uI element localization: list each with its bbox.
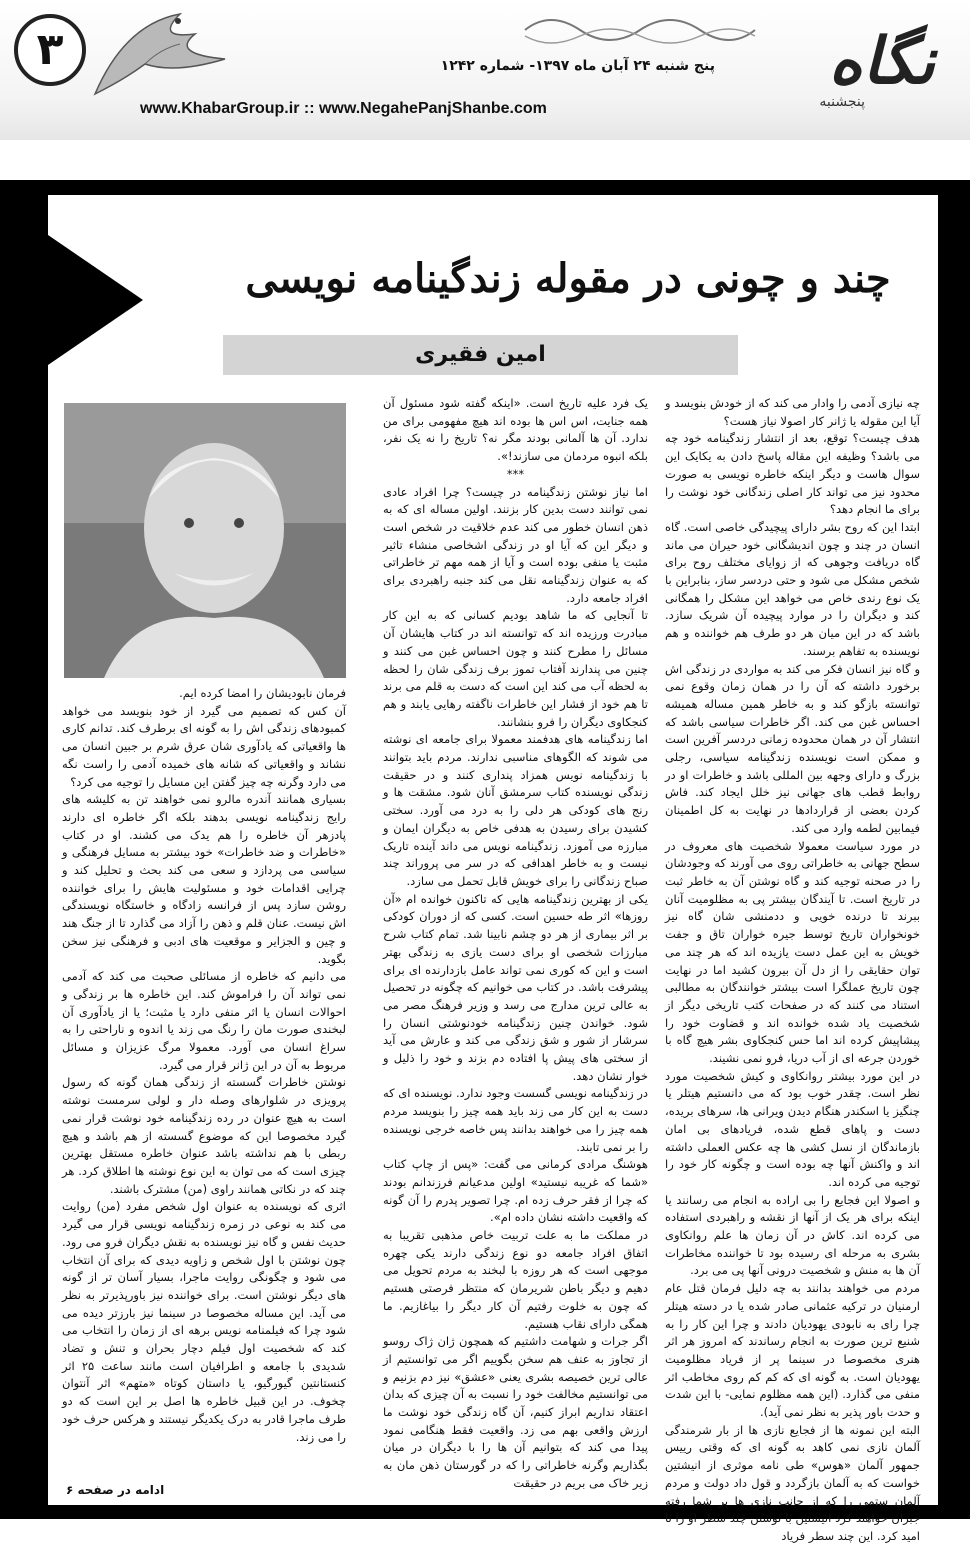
paragraph: تا آنجایی که ما شاهد بودیم کسانی که به این کار مبادرت ورزیده اند که توانسته اند در کتاب هایشان آن مسائل را مطرح کنند و چون احساس غبن می کنند و چنین می پندارند آفتاب تموز برف زندگی شان را لحظه به لحظه آب می کند این است که دست به قلم می برند تا هم خود از فشار این خاطرات ناگفته رهایی یابند و هم کنجکاوی دیگران را فرو بنشانند.: [383, 608, 648, 729]
paragraph: یک فرد علیه تاریخ است. «اینکه گفته شود مسئول آن همه جنایت، اس اس ها بوده اند هیچ مفهومی برای من ندارد. آن ها آلمانی بودند مگر نه؟ تاریخ را نه یک نفر، بلکه انبوه مردمان می سازند!».: [383, 396, 648, 464]
paragraph: هدف چیست؟ توقع، بعد از انتشار زندگینامه خود چه می باشد؟ وظیفه این مقاله پاسخ دادن به یکایک این سوال هاست و دیگر اینکه خاطره نویسی به صورت محدود نیز می تواند کار اصلی زندگانی خود نوشت را برای ما انجام دهد؟: [665, 431, 920, 517]
paragraph: یکی از بهترین زندگینامه هایی که تاکنون خوانده ام «آن روزها» اثر طه حسین است. کسی که از دوران کودکی بر اثر بیماری از هر دو چشم نابینا شد. تمام کتاب شرح مبارزات شخصی او برای دست یازی به زندگی بهتر است و این که کوری نمی تواند عامل بازدارنده ای برای پیشرفت باشد. در کتاب می خوانیم که چگونه در تحصیل به عالی ترین مدارج می رسد و وزیر فرهنگ مصر می شود. خواندن چنین زندگینامه خودنوشتی انسان را سرشار از شور و شق زندگی می کند و عارش می آید از سختی های پیش پا افتاده دم بزند و خود را ذلیل و خوار نشان دهد.: [383, 891, 648, 1083]
column-left: [62, 685, 346, 1446]
paragraph: و اصولا این فجایع را بی اراده به انجام می رسانند یا اینکه برای هر یک از آنها از نقشه و راهبردی استفاده می کرده اند. کاش در آن زمان ها علم روانکاوی بشری به مرحله ای رسیده بود تا خواننده مخاطرات آن ها به منش و شخصیت درونی آنها پی می برد.: [665, 1192, 920, 1278]
paragraph: ابتدا این که روح بشر دارای پیچیدگی خاصی است. گاه انسان در چند و چون اندیشگانی خود حیران می ماند گاه دریافت وجوهی که از زوایای مختلف روح برای شخص مشکل می شود و حتی دردسر ساز، بنابراین با یک نوع رندی خاص می خواهد این مشکل را همگانی کند و دیگران را در موارد پیچیده آن شریک سازد. باشد که در این میان هر دو طرف هم خواننده و هم نویسنده به تفاهم برسند.: [665, 519, 920, 658]
article-title: چند و چونی در مقوله زندگینامه نویسی: [245, 255, 891, 302]
paragraph: اما زندگینامه های هدفمند معمولا برای جامعه ای نوشته می شوند که الگوهای مناسبی ندارند. مردم باید بتوانند با زندگینامه نویس همزاد پنداری کنند و در حقیقت زندگی نویسنده کتاب سرمشق آنان شود. مشقت ها و رنج های کودکی هر دلی را به درد می آورد. سختی کشیدن برای رسیدن به هدفی خاص به دیگران ایمان و مبارزه می آموزد. زندگینامه نویس می داند آینده تاریک نیست و به خاطر اهدافی که در سر می پروراند چند صباح زندگانی را برای خویش قابل تحمل می سازد.: [383, 732, 648, 888]
column-middle: [383, 395, 648, 1493]
separator: ***: [506, 466, 525, 481]
continued-note: ادامه در صفحه ۶: [66, 1483, 165, 1497]
paragraph: آن کس که تصمیم می گیرد از خود بنویسد می خواهد کمبودهای زندگی اش را به گونه ای برطرف کند. تدانم کاری ها واقعیاتی که یادآوری شان عرق شرم بر جبین انسان می نشاند و واقعیاتی که شانه های خمیده آدمی را راست نگه می دارد وگرنه چه چیز گفتن این مسایل را توجیه می کرد؟: [62, 703, 346, 789]
logo-sub: پنجشنبه: [819, 94, 865, 110]
author-bar: [223, 335, 738, 375]
column-right: [665, 395, 920, 1546]
author-name: امین فقیری: [415, 342, 546, 367]
article: [48, 195, 938, 1543]
website-urls: www.KhabarGroup.ir :: www.NegahePanjShanbe.com: [140, 100, 547, 117]
paragraph: نوشتن خاطرات گسسته از زندگی همان گونه که رسول پرویزی در شلوارهای وصله دار و لولی سرمست نوشته است به هیچ عنوان در رده زندگینامه خود نوشت قرار نمی گیرد مخصوصا این که موضوع گسسته از هم باشد و هیچ ربطی با هم نداشته باشد عنوان خاطره مستقل بهترین چیزی است که می توان به این نوع نوشته ها اطلاق کرد. هر چند که در نکاتی همانند راوی (من) مشترک باشند.: [62, 1075, 346, 1196]
paragraph: مردم می خواهند بدانند به چه دلیل فرمان قتل عام ارمنیان در ترکیه عثمانی صادر شده یا در دسته هیتلر چرا رای به نابودی یهودیان دادند و چرا این کار را به شنیع ترین صورت به انجام رساندند که امروز هر اثر هنری مخصوصا در سینما پر از فریاد مظلومیت یهودیان است. به گونه ای که کم کم روی مخاطب اثر منفی می گذارد. (این همه مظلوم نمایی- با این شدت و حدت باور پذیر به نظر نمی آید).: [665, 1281, 920, 1420]
paragraph: بسیاری همانند آندره مالرو نمی خواهند تن به کلیشه های رایج زندگینامه نویسی بدهند بلکه اگر خاطره ای دارند پادزهر آن خاطره را هم یدک می کشند. او در کتاب «خاطرات و ضد خاطرات» خود بیشتر به مسایل فرهنگی و سیاسی می پردازد و سعی می کند بحث و تحلیل کند و چرایی اقدامات خود و مسئولیت هایش را برای خواننده روشن سازد پس از فرانسه زادگاه و خاستگاه نویسندگی اش نیست. عنان قلم و ذهن را آزاد می گذارد تا از جنگ هند و چین و الجزایر و موقعیت های ادبی و فرهنگی نیز سخن بگوید.: [62, 792, 346, 966]
page-header: [0, 0, 970, 140]
ornament-icon: [520, 10, 760, 50]
paragraph: در این مورد بیشتر روانکاوی و کیش شخصیت مورد نظر است. چقدر خوب بود که می دانستیم هیتلر یا چنگیز یا اسکندر هنگام دیدن ویرانی ها، سرهای بریده، دست و پاهای قطع شده، فریادهای بی امان بازماندگان از نسل کشی ها چه عکس العملی داشته اند و واکنش آنها چه بوده است و چگونه کار خود را توجیه می کرده اند.: [665, 1068, 920, 1189]
paragraph: هوشنگ مرادی کرمانی می گفت: «پس از چاپ کتاب «شما که غریبه نیستید» اولین مدعیانم فرزندانم بودند که چرا از فقر حرف زده ام. چرا تصویر پدرم را آن گونه که واقعیت داشته نشان داده ام».: [383, 1157, 648, 1225]
paragraph: چه نیازی آدمی را وادار می کند که از خودش بنویسد و آیا این مقوله یا ژانر کار اصولا نیاز هست؟: [665, 396, 920, 428]
paragraph: اثری که نویسنده به عنوان اول شخص مفرد (من) روایت می کند به نوعی در زمره زندگینامه نویسی قرار می گیرد حدیث نفس و گاه نیز نویسنده به نقش دیگران فرو می رود. چون نوشتن با اول شخص و زاویه دیدی که برای آن انتخاب می شود و چگونگی روایت ماجرا، بسیار آسان تر از گونه های دیگر نوشتن است. برای خواننده نیز باورپذیرتر به نظر می آید. این مساله مخصوصا در سینما نیز بارزتر دیده می شود چرا که فیلمنامه نویس برهه ای از زمان را انتخاب می کند که شخصیت اول فیلم دچار بحران و تنش و تضاد شدیدی با جامعه و اطرافیان است مانند ساعت ۲۵ اثر کنستانتین گیورگیو، یا داستان کوتاه «متهم» اثر آنتوان چخوف. در این قبیل خاطره ها اصل بر این است که دو طرف ماجرا قادر به درک یکدیگر نیستند و هرکس حرف خود را می زند.: [62, 1199, 346, 1444]
paragraph: در مورد سیاست معمولا شخصیت های معروف در سطح جهانی به خاطراتی روی می آورند که وجودشان را در صحنه توجیه کند و گاه نوشتن آن به خاطر ثبت در تاریخ است. تا آیندگان بیشتر پی به مظلومیت آنان ببرند تا درنده خویی و ددمنشی شان گاه نیز خونخواران تاریخ توسط جیره خواران تاق و جفت خویش به این عمل دست یازیده اند که هر چند می توان حقایقی را از دل آن بیرون کشید اما در نهایت چون تاریخ عملگرا است بیشتر خوانندگان به مطالبی استناد می کنند که در صفحات کتب تاریخی دیگر از شخصیت یاد شده خوانده اند و قضاوت خود را پیشاپیش کرده اند اما حس کنجکاوی بشر هیچ گاه با خوردن جرعه ای از آب دریا، فرو نمی نشیند.: [665, 838, 920, 1066]
page-number: ۳: [14, 14, 86, 86]
portrait-image: [64, 403, 346, 678]
paragraph: در مملکت ما به علت تربیت خاص مذهبی تقریبا به اتفاق افراد جامعه دو نوع زندگی دارند یکی چهره موجهی است که هر روزه با لبخند به مردم تحویل می دهیم و دیگر باطن شریرمان که منتظر فرصتی هستیم که چون به خلوت رفتیم آن کار دیگر را بیاغازیم. ما همگی دارای نقاب هستیم.: [383, 1228, 648, 1331]
paragraph: فرمان نابودیشان را امضا کرده ایم.: [179, 686, 346, 700]
phoenix-emblem-icon: [85, 4, 235, 104]
logo-main: نگاه: [828, 24, 935, 99]
paragraph: اما نیاز نوشتن زندگینامه در چیست؟ چرا افراد عادی نمی توانند دست بدین کار بزنند. اولین مساله ای که به ذهن انسان خطور می کند عدم خلاقیت در شخص است و دیگر این که آیا او در زندگی اشخاصی منشاء تاثیر مثبت یا منفی بوده است و آیا از همه مهم تر خاطراتی که به عنوان زندگینامه نقل می کند جنبه راهبردی برای افراد جامعه دارد.: [383, 484, 648, 605]
author-photo: [64, 403, 346, 678]
paragraph: در زندگینامه نویسی گسست وجود ندارد. نویسنده ای که دست به این کار می زند باید همه چیز را بنویسد مردم همه چیز را می خواهند بدانند پس خاصه خرجی نویسنده را بر نمی تابند.: [383, 1086, 648, 1154]
paragraph: البته این نمونه ها از فجایع نازی ها از بار شرمندگی آلمان نازی نمی کاهد به گونه ای که وقتی رییس جمهور آلمان «هوس» طی نامه موثری از انیشتین خواست که به آلمان بازگردد و قول داد دولت و مردم آلمان ستمی را که از جانب نازی ها بر شما رفته جبران خواهند کرد انیشتین با نوشتن چند سطر او را نا امید کرد. این چند سطر فریاد: [665, 1422, 920, 1543]
title-arrow: [48, 235, 143, 365]
issue-line: پنج شنبه ۲۴ آبان ماه ۱۳۹۷- شماره ۱۲۴۲: [440, 58, 715, 74]
paragraph: می دانیم که خاطره از مسائلی صحبت می کند که آدمی نمی تواند آن را فراموش کند. این خاطره ها بر زندگی و احوالات انسان یا اثر منفی دارد یا مثبت؛ یا از یادآوری آن لبخندی صورت مان را رنگ می زند یا اندوه و ناراحتی را به سراغ انسان می آورد. معمولا مرگ عزیزان و مسائل مربوط به آن در این ژانر قرار می گیرد.: [62, 969, 346, 1072]
paragraph: اگر جرات و شهامت داشتیم که همچون ژان ژاک روسو از تجاوز به عنف هم سخن بگوییم اگر می توانستیم از عالی ترین خصیصه بشری یعنی «عشق» نیز دم بزنیم و می توانستیم مخالفت خود را نسبت به آن چیزی که بدان اعتقاد نداریم ابراز کنیم، آن گاه زندگی خود نوشت ما ارزش واقعی بهم می زد. واقعیت فقط هنگامی نمود پیدا می کند که بتوانیم آن ها را با دیگران در میان بگذاریم وگرنه خاطراتی را که در گورستان ذهن مان به زیر خاک می بریم در حقیقت: [383, 1334, 648, 1490]
paragraph: و گاه نیز انسان فکر می کند به مواردی در زندگی اش برخورد داشته که آن را در همان زمان وقوع نمی توانسته بازگو کند و به خاطر همین مساله همیشه احساس غبن می کند. اگر خاطرات سیاسی باشد که انتشار آن در همان محدوده زمانی دردسر آفرین است و ممکن است نویسنده زندگینامه سیاسی، رجلی بزرگ و دارای وجهه بین المللی باشد و خاطرات او در روابط قطب های جهانی نیز خلل ایجاد کند. فاش کردن بعضی از قراردادها در نهایت به کل اطمینان فیمابین لطمه وارد می کند.: [665, 661, 920, 835]
masthead-logo: [770, 8, 955, 118]
